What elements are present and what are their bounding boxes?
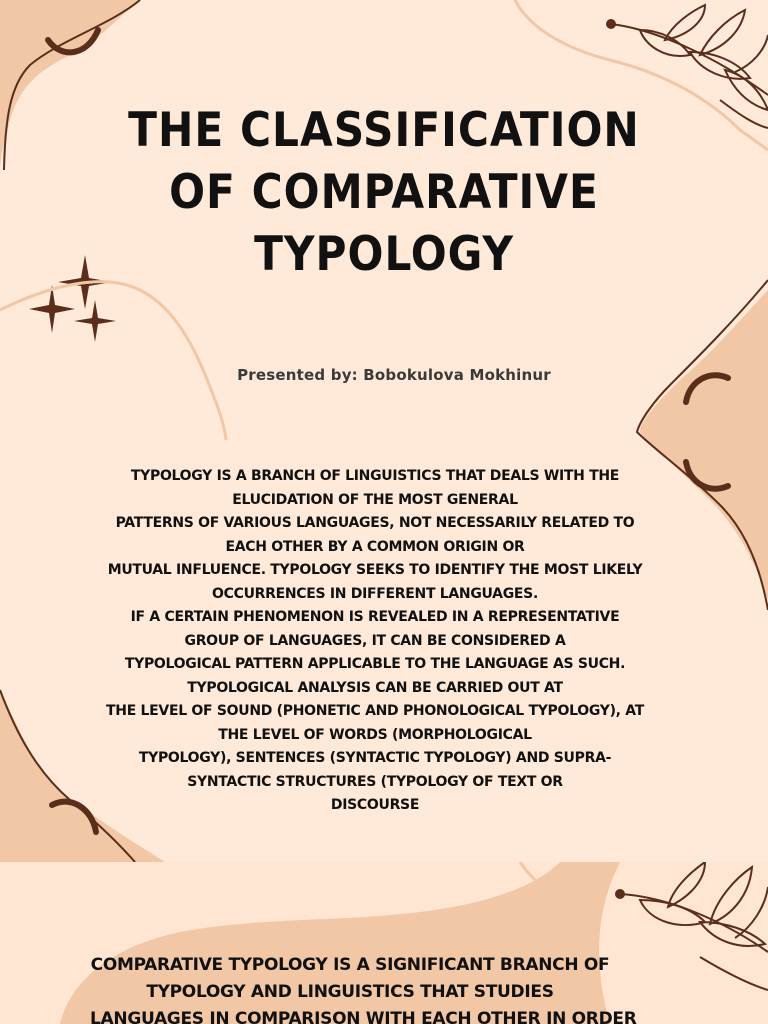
body-line: THE LEVEL OF WORDS (MORPHOLOGICAL [218, 726, 532, 743]
presenter-name: Presented by: Bobokulova Mokhinur [237, 366, 551, 384]
right-mid-blob [640, 290, 768, 600]
body-line: EACH OTHER BY A COMMON ORIGIN OR [225, 538, 525, 555]
body-line: PATTERNS OF VARIOUS LANGUAGES, NOT NECESSARILY RELATED TO [115, 515, 635, 531]
body-line: GROUP OF LANGUAGES, IT CAN BE CONSIDERED A [184, 632, 566, 649]
left-mid-curve [0, 282, 226, 440]
body-line: TYPOLOGY IS A BRANCH OF LINGUISTICS THAT DEALS WITH THE [130, 468, 620, 484]
slide-2-line: TYPOLOGY AND LINGUISTICS THAT STUDIES [146, 982, 554, 1002]
title-line: TYPOLOGY [254, 227, 514, 282]
body-line: THE LEVEL OF SOUND (PHONETIC AND PHONOLOGICAL TYPOLOGY), AT [106, 703, 644, 719]
body-line: TYPOLOGICAL PATTERN APPLICABLE TO THE LANGUAGE AS SUCH. [124, 656, 626, 672]
title-line: OF COMPARATIVE [169, 165, 599, 220]
body-line: SYNTACTIC STRUCTURES (TYPOLOGY OF TEXT OR [187, 773, 563, 790]
body-paragraph [100, 465, 650, 818]
slide-2 [0, 862, 768, 1024]
title-line: THE CLASSIFICATION [128, 103, 640, 158]
leaf-branch-icon [616, 862, 768, 990]
body-line: TYPOLOGICAL ANALYSIS CAN BE CARRIED OUT AT [187, 679, 563, 696]
body-line: ELUCIDATION OF THE MOST GENERAL [232, 491, 518, 508]
slide-2-line: COMPARATIVE TYPOLOGY IS A SIGNIFICANT BRANCH OF [90, 955, 610, 975]
body-line: TYPOLOGY), SENTENCES (SYNTACTIC TYPOLOGY) AND SUPRA- [138, 750, 612, 766]
body-line: IF A CERTAIN PHENOMENON IS REVEALED IN A REPRESENTATIVE [130, 609, 620, 625]
slide-2-paragraph [90, 952, 637, 1024]
body-line: DISCOURSE [330, 797, 420, 813]
body-line: MUTUAL INFLUENCE. TYPOLOGY SEEKS TO IDENTIFY THE MOST LIKELY [107, 562, 643, 578]
page-title [84, 100, 684, 286]
slide-2-line: LANGUAGES IN COMPARISON WITH EACH OTHER IN ORDER [90, 1009, 637, 1024]
body-line: OCCURRENCES IN DIFFERENT LANGUAGES. [212, 585, 538, 602]
